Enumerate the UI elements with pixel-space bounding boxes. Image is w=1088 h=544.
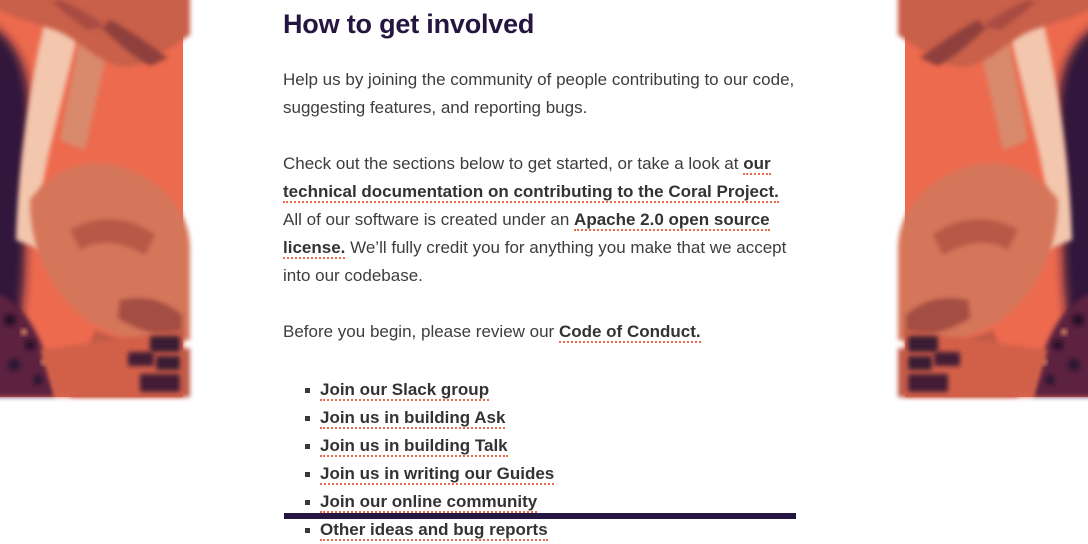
list-item — [283, 432, 799, 460]
involvement-link[interactable]: Join us in building Ask — [320, 407, 506, 427]
square-bullet-icon — [305, 500, 310, 505]
list-item — [283, 460, 799, 488]
duotone-hands-laptop-illustration — [0, 0, 183, 397]
getting-started-paragraph — [283, 150, 799, 290]
involvement-link[interactable]: Join our online community — [320, 491, 538, 511]
text-run: Check out the sections below to get started, or take a look at — [283, 153, 744, 173]
list-item — [283, 376, 799, 404]
main-content — [283, 0, 799, 544]
duotone-hands-laptop-illustration — [905, 0, 1088, 397]
square-bullet-icon — [305, 472, 310, 477]
text-run: All of our software is created under an — [283, 209, 575, 229]
page-title: How to get involved — [283, 9, 535, 39]
involvement-link[interactable]: Join our Slack group — [320, 379, 490, 399]
intro-paragraph: Help us by joining the community of people contributing to our code, suggesting features, and reporting bugs. — [283, 69, 795, 117]
side-photo-right — [905, 0, 1088, 397]
side-photo-left — [0, 0, 183, 397]
list-item — [283, 488, 799, 516]
list-item — [283, 404, 799, 432]
inline-link[interactable]: our technical documentation on contributing to the Coral Project. — [283, 153, 779, 201]
list-item — [283, 516, 799, 544]
involvement-link[interactable]: Join us in building Talk — [320, 435, 508, 455]
involvement-link[interactable]: Other ideas and bug reports — [320, 519, 548, 539]
involvement-link[interactable]: Join us in writing our Guides — [320, 463, 555, 483]
square-bullet-icon — [305, 388, 310, 393]
text-run: We’ll fully credit you for anything you make that we accept into our codebase. — [283, 237, 787, 285]
next-section-clipped-heading — [284, 513, 796, 519]
code-of-conduct-paragraph — [283, 318, 799, 346]
square-bullet-icon — [305, 416, 310, 421]
inline-link[interactable]: Code of Conduct. — [558, 321, 701, 341]
text-run: Before you begin, please review our — [283, 321, 559, 341]
square-bullet-icon — [305, 444, 310, 449]
inline-link[interactable]: Apache 2.0 open source license. — [283, 209, 770, 257]
square-bullet-icon — [305, 528, 310, 533]
